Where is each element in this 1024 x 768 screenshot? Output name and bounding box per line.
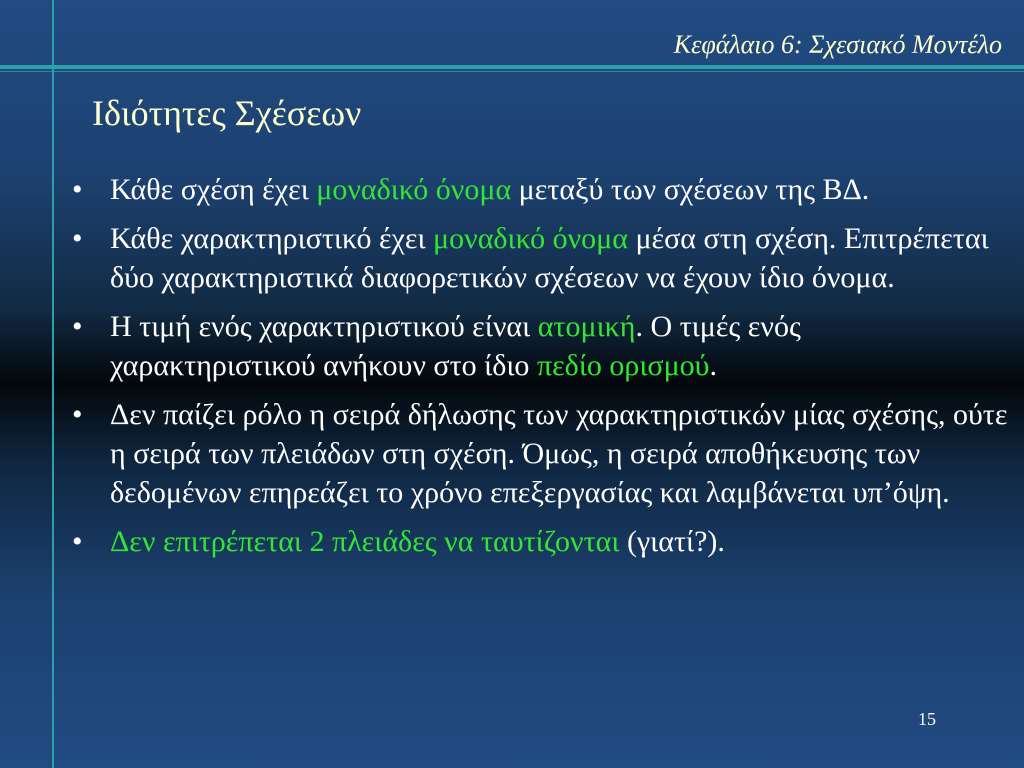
bullet-text: . Ο τιμές ενός χαρακτηριστικού ανήκουν στο ίδιο <box>110 310 801 382</box>
bullet-text: Δεν παίζει ρόλο η σειρά δήλωσης των χαρακτηριστικών μίας σχέσης, ούτε η σειρά των πλειάδων στη σχέση. Όμως, η σειρά αποθήκευσης των δεδομένων επηρεάζει το χρόνο επεξεργασίας και λαμβάνεται υπ’όψη. <box>110 398 1008 509</box>
slide-title: Ιδιότητες Σχέσεων <box>92 93 362 133</box>
bullet-marker: • <box>72 222 83 255</box>
bullet-item-4 <box>72 395 1012 512</box>
chapter-heading: Κεφάλαιο 6: Σχεσιακό Μοντέλο <box>673 30 1002 59</box>
header-accent-line <box>0 65 1024 69</box>
vertical-accent-line <box>52 0 54 768</box>
highlighted-term: ατομική <box>537 310 636 343</box>
bullet-marker: • <box>72 525 83 558</box>
bullet-text: (γιατί?). <box>619 525 725 558</box>
bullet-item-1 <box>72 170 1012 209</box>
bullet-marker: • <box>72 310 83 343</box>
page-number: 15 <box>918 709 936 729</box>
bullet-item-5 <box>72 522 1012 561</box>
bullet-list <box>72 170 1012 571</box>
bullet-item-3 <box>72 307 1012 385</box>
bullet-text: . <box>709 349 718 382</box>
bullet-text: Κάθε σχέση έχει <box>110 173 317 206</box>
bullet-item-2 <box>72 219 1012 297</box>
bullet-marker: • <box>72 173 83 206</box>
bullet-text: Η τιμή ενός χαρακτηριστικού είναι <box>110 310 538 343</box>
highlighted-term: μοναδικό όνομα <box>433 222 628 255</box>
header-accent-thin-line <box>0 71 1024 72</box>
highlighted-term: μοναδικό όνομα <box>316 173 512 206</box>
bullet-marker: • <box>72 398 83 431</box>
bullet-text: μεταξύ των σχέσεων της ΒΔ. <box>511 173 870 206</box>
highlighted-term: πεδίο ορισμού <box>536 349 710 382</box>
bullet-text: Κάθε χαρακτηριστικό έχει <box>110 222 434 255</box>
bullet-text: μέσα στη σχέση. Επιτρέπεται δύο χαρακτηριστικά διαφορετικών σχέσεων να έχουν ίδιο όνομα. <box>110 222 989 294</box>
highlighted-term: Δεν επιτρέπεται 2 πλειάδες να ταυτίζονται <box>110 525 620 558</box>
